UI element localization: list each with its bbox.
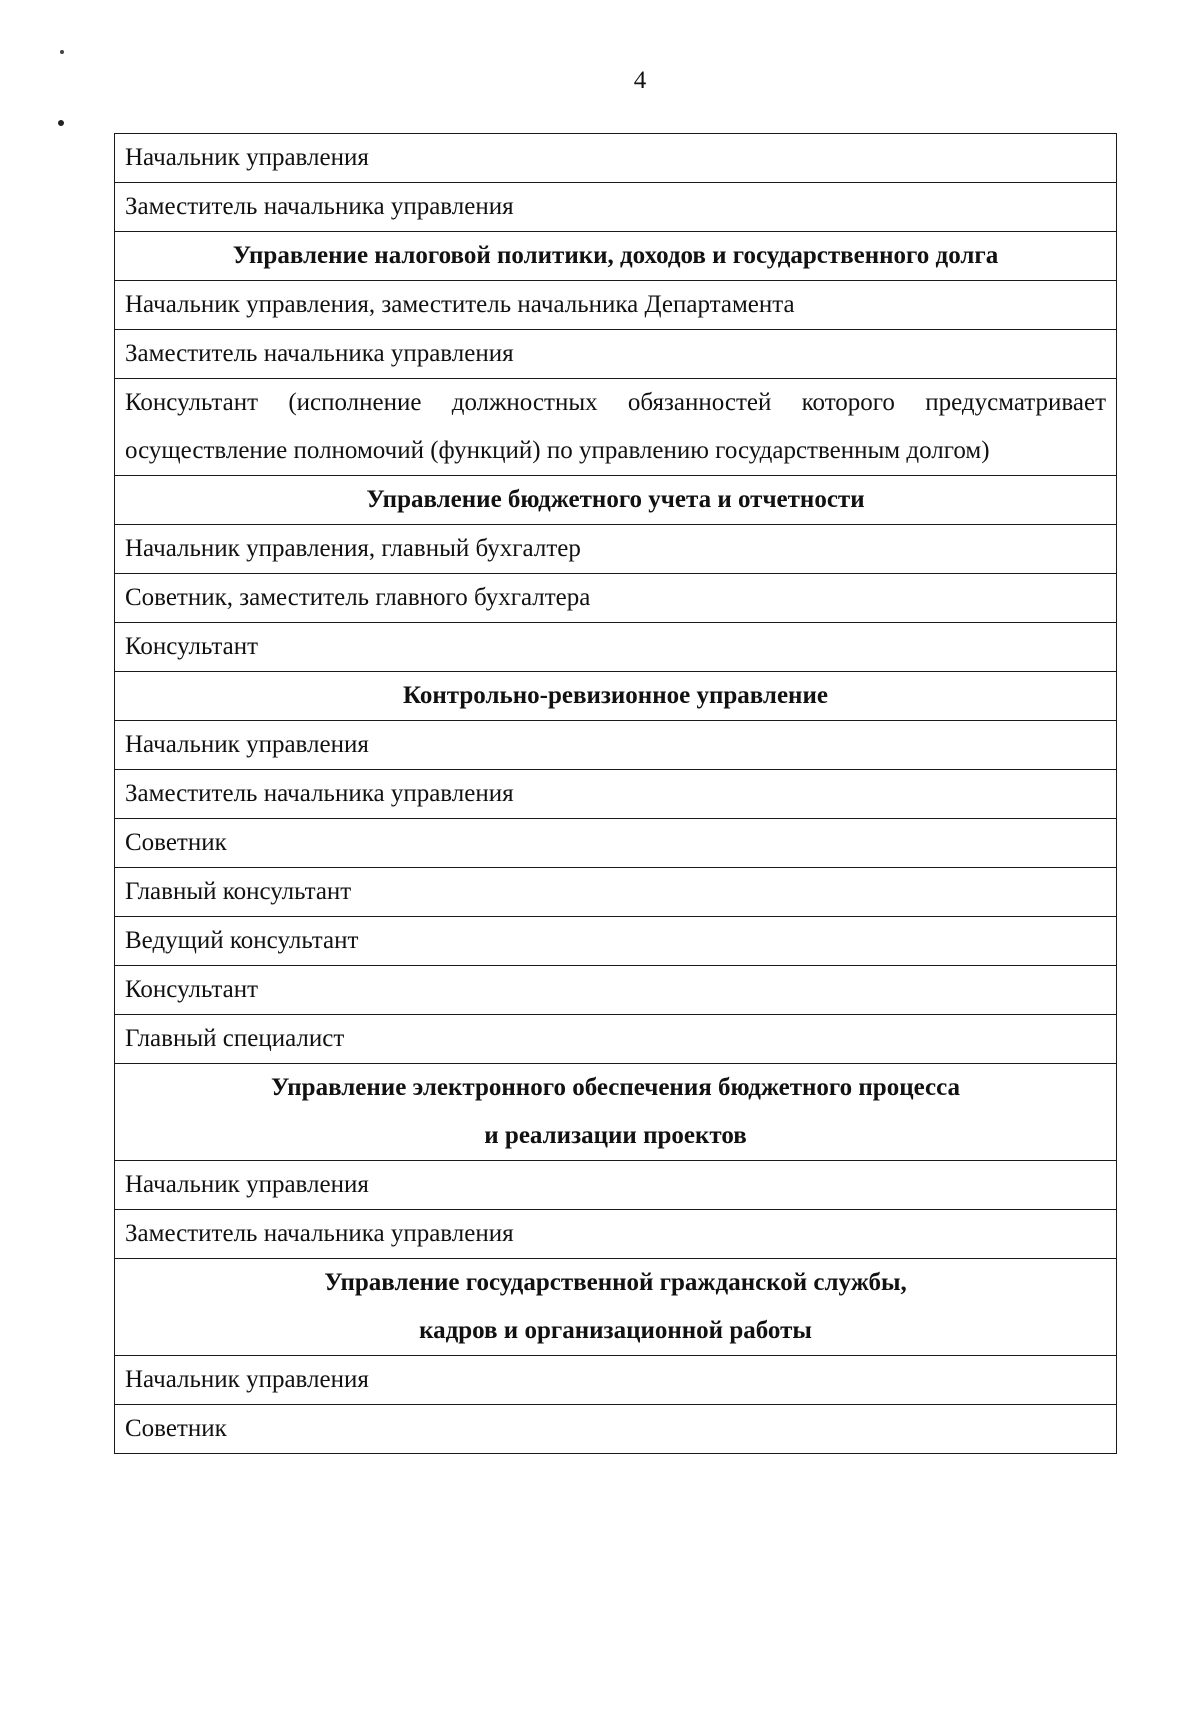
position-row bbox=[115, 1405, 1117, 1454]
section-title bbox=[115, 476, 1117, 525]
position-row bbox=[115, 721, 1117, 770]
position-row bbox=[115, 281, 1117, 330]
position-title: Ведущий консультант bbox=[115, 917, 1117, 966]
section-title-line: кадров и организационной работы bbox=[419, 1317, 812, 1344]
position-row bbox=[115, 134, 1117, 183]
position-row bbox=[115, 819, 1117, 868]
position-title: Советник bbox=[115, 819, 1117, 868]
position-row bbox=[115, 868, 1117, 917]
position-row bbox=[115, 330, 1117, 379]
position-row bbox=[115, 574, 1117, 623]
position-title: Заместитель начальника управления bbox=[115, 183, 1117, 232]
position-row bbox=[115, 525, 1117, 574]
position-title: Заместитель начальника управления bbox=[115, 770, 1117, 819]
section-title bbox=[115, 1259, 1117, 1356]
position-row bbox=[115, 1210, 1117, 1259]
position-row bbox=[115, 1161, 1117, 1210]
position-row bbox=[115, 183, 1117, 232]
position-row bbox=[115, 917, 1117, 966]
position-title: Начальник управления bbox=[115, 1161, 1117, 1210]
scan-artifact-dot bbox=[60, 50, 64, 54]
section-header-row bbox=[115, 672, 1117, 721]
section-title-line: Управление налоговой политики, доходов и государственного долга bbox=[232, 242, 999, 269]
position-row bbox=[115, 1015, 1117, 1064]
position-row bbox=[115, 770, 1117, 819]
position-title: Главный специалист bbox=[115, 1015, 1117, 1064]
position-title: Заместитель начальника управления bbox=[115, 330, 1117, 379]
section-title bbox=[115, 232, 1117, 281]
section-title bbox=[115, 672, 1117, 721]
position-title: Консультант bbox=[115, 966, 1117, 1015]
position-row bbox=[115, 966, 1117, 1015]
position-title: Заместитель начальника управления bbox=[115, 1210, 1117, 1259]
section-title-line: и реализации проектов bbox=[484, 1122, 747, 1149]
section-title bbox=[115, 1064, 1117, 1161]
position-title: Начальник управления, главный бухгалтер bbox=[115, 525, 1117, 574]
scan-artifact-dot bbox=[58, 120, 64, 126]
page-number: 4 bbox=[633, 67, 647, 94]
position-row bbox=[115, 1356, 1117, 1405]
position-title: Начальник управления, заместитель начальника Департамента bbox=[115, 281, 1117, 330]
position-title: Главный консультант bbox=[115, 868, 1117, 917]
section-header-row bbox=[115, 476, 1117, 525]
position-title: Консультант (исполнение должностных обязанностей которого предусматривает осуществление полномочий (функций) по управлению государственным долгом) bbox=[115, 379, 1117, 476]
section-header-row bbox=[115, 1259, 1117, 1356]
section-title-line: Управление электронного обеспечения бюджетного процесса bbox=[270, 1074, 961, 1101]
section-title-line: Контрольно-ревизионное управление bbox=[403, 682, 828, 709]
section-title-line: Управление бюджетного учета и отчетности bbox=[366, 486, 865, 513]
position-title: Начальник управления bbox=[115, 721, 1117, 770]
position-row bbox=[115, 379, 1117, 476]
position-title: Советник, заместитель главного бухгалтера bbox=[115, 574, 1117, 623]
section-header-row bbox=[115, 1064, 1117, 1161]
position-title: Консультант bbox=[115, 623, 1117, 672]
positions-table bbox=[114, 133, 1117, 1454]
section-title-line: Управление государственной гражданской службы, bbox=[324, 1269, 907, 1296]
position-title: Советник bbox=[115, 1405, 1117, 1454]
position-title: Начальник управления bbox=[115, 134, 1117, 183]
section-header-row bbox=[115, 232, 1117, 281]
position-row bbox=[115, 623, 1117, 672]
position-title: Начальник управления bbox=[115, 1356, 1117, 1405]
